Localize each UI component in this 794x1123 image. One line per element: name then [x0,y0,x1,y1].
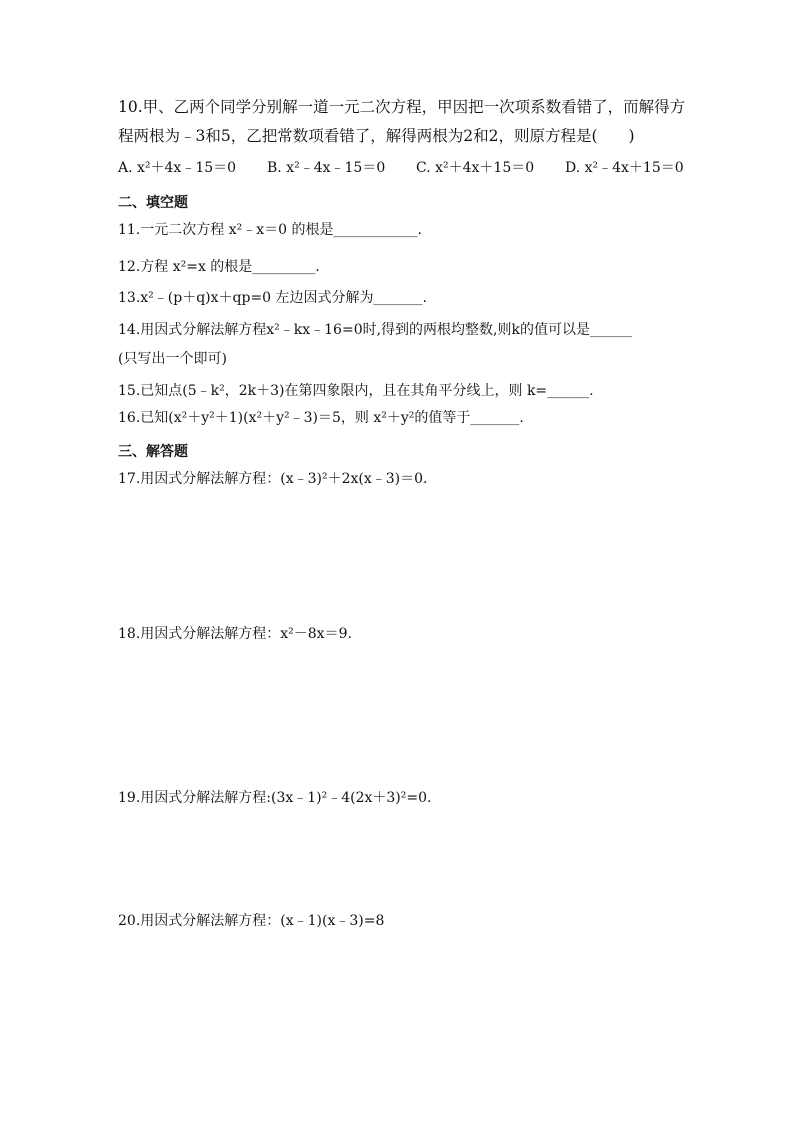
question-16: 16.已知(x²＋y²＋1)(x²＋y²﹣3)＝5，则 x²＋y²的值等于_______. [118,410,524,426]
question-10-line-1: 10.甲、乙两个同学分别解一道一元二次方程，甲因把一次项系数看错了，而解得方 [118,98,686,116]
section-heading-solutions: 三、解答题 [118,444,188,460]
question-18: 18.用因式分解法解方程：x²－8x＝9. [118,626,352,642]
question-14-line-2: (只写出一个即可) [118,351,227,367]
option-a: A. x²＋4x﹣15＝0 [118,160,237,176]
question-15: 15.已知点(5﹣k²，2k＋3)在第四象限内，且在其角平分线上，则 k=______. [118,383,594,399]
question-10-line-2: 程两根为﹣3和5，乙把常数项看错了，解得两根为2和2，则原方程是( ) [118,127,635,145]
option-b: B. x²﹣4x﹣15＝0 [267,160,386,176]
section-heading-fill-in: 二、填空题 [118,195,188,211]
question-17: 17.用因式分解法解方程：(x﹣3)²＋2x(x﹣3)＝0. [118,471,428,487]
option-d: D. x²﹣4x＋15＝0 [565,160,684,176]
question-14-line-1: 14.用因式分解法解方程x²﹣kx﹣16=0时,得到的两根均整数,则k的值可以是______ [118,322,632,338]
question-20: 20.用因式分解法解方程：(x﹣1)(x﹣3)=8 [118,913,385,929]
question-19: 19.用因式分解法解方程:(3x﹣1)²﹣4(2x＋3)²=0. [118,790,432,806]
question-11: 11.一元二次方程 x²﹣x＝0 的根是____________. [118,222,422,238]
option-c: C. x²＋4x＋15＝0 [416,160,535,176]
question-13: 13.x²﹣(p＋q)x＋qp=0 左边因式分解为_______. [118,290,427,306]
question-12: 12.方程 x²=x 的根是_________. [118,259,320,275]
